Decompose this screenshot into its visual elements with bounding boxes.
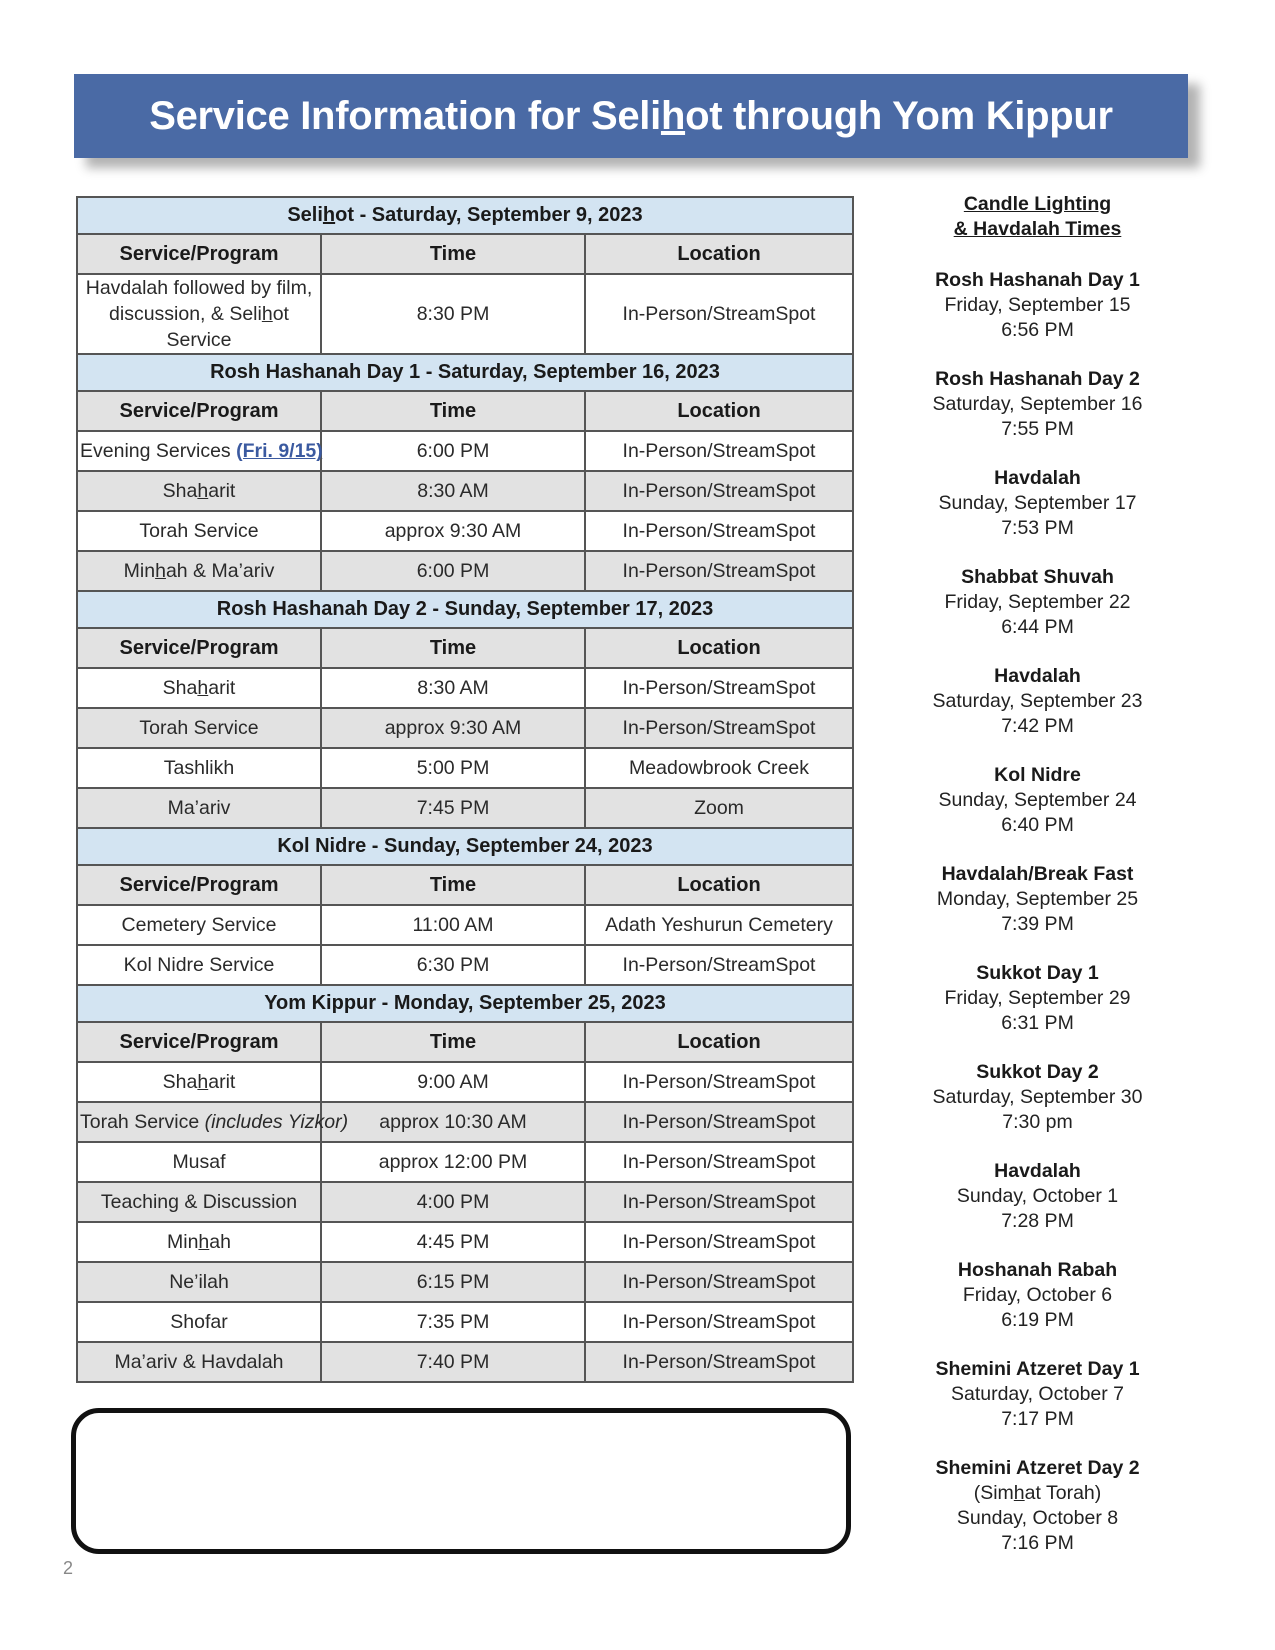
column-header-time: Time [321, 1022, 585, 1062]
entry-name: Rosh Hashanah Day 1 [935, 269, 1140, 291]
table-row [77, 1342, 853, 1382]
entry-time: 7:28 PM [1001, 1210, 1074, 1232]
entry-time: 7:17 PM [1001, 1408, 1074, 1430]
page-title [74, 74, 1188, 158]
candle-entry [920, 1456, 1155, 1580]
entry-time: 7:53 PM [1001, 517, 1074, 539]
time-cell: approx 9:30 AM [321, 511, 585, 551]
time-cell: 6:15 PM [321, 1262, 585, 1302]
entry-date: Saturday, September 16 [932, 393, 1143, 415]
service-cell: Teaching & Discussion [77, 1182, 321, 1222]
service-cell [77, 668, 321, 708]
service-cell: Tashlikh [77, 748, 321, 788]
column-header-service: Service/Program [77, 865, 321, 905]
location-cell: Meadowbrook Creek [585, 748, 853, 788]
location-cell: In-Person/StreamSpot [585, 708, 853, 748]
location-cell: In-Person/StreamSpot [585, 1142, 853, 1182]
service-text: Evening Services [80, 439, 237, 462]
service-cell: Kol Nidre Service [77, 945, 321, 985]
entry-name: Havdalah [994, 1160, 1081, 1182]
location-cell: In-Person/StreamSpot [585, 1342, 853, 1382]
service-cell [77, 274, 321, 354]
candle-entry [920, 1357, 1155, 1456]
service-text: Sha [162, 1070, 198, 1093]
entry-name: Rosh Hashanah Day 2 [935, 368, 1140, 390]
column-header-row [77, 234, 853, 274]
location-cell: Zoom [585, 788, 853, 828]
table-row [77, 668, 853, 708]
service-cell [77, 1062, 321, 1102]
time-cell: 6:00 PM [321, 431, 585, 471]
service-cell [77, 431, 321, 471]
service-text: ah [209, 1230, 231, 1253]
time-cell: 6:00 PM [321, 551, 585, 591]
column-header-location: Location [585, 1022, 853, 1062]
table-row [77, 748, 853, 788]
column-header-service: Service/Program [77, 1022, 321, 1062]
service-cell [77, 1222, 321, 1262]
location-cell: In-Person/StreamSpot [585, 1062, 853, 1102]
column-header-time: Time [321, 391, 585, 431]
entry-date: Sunday, September 17 [938, 492, 1137, 514]
entry-time: 6:31 PM [1001, 1012, 1074, 1034]
time-cell: 8:30 AM [321, 471, 585, 511]
column-header-row [77, 865, 853, 905]
table-row [77, 1262, 853, 1302]
table-row [77, 1182, 853, 1222]
entry-name: Sukkot Day 2 [976, 1061, 1099, 1083]
table-row [77, 788, 853, 828]
section-title: Rosh Hashanah Day 1 - Saturday, September 16, 2023 [77, 354, 853, 391]
table-row [77, 431, 853, 471]
entry-date: Sunday, September 24 [938, 789, 1137, 811]
candle-entry [920, 961, 1155, 1060]
column-header-location: Location [585, 865, 853, 905]
candle-entry [920, 1060, 1155, 1159]
candle-entry [920, 763, 1155, 862]
location-cell: In-Person/StreamSpot [585, 551, 853, 591]
location-cell: In-Person/StreamSpot [585, 274, 853, 354]
title-text-b: ot through Yom Kippur [685, 94, 1113, 138]
location-cell: In-Person/StreamSpot [585, 431, 853, 471]
candle-entry [920, 1159, 1155, 1258]
time-cell: 4:00 PM [321, 1182, 585, 1222]
time-cell: 7:35 PM [321, 1302, 585, 1342]
section-header-yom-kippur [77, 985, 853, 1022]
location-cell: In-Person/StreamSpot [585, 511, 853, 551]
service-text: h [197, 479, 209, 502]
table-row [77, 1062, 853, 1102]
empty-note-box [71, 1408, 851, 1554]
table-row [77, 1222, 853, 1262]
candle-entry [920, 565, 1155, 664]
service-note: (includes Yizkor) [204, 1110, 349, 1133]
entry-date: Monday, September 25 [936, 888, 1139, 910]
service-text: h [197, 1070, 209, 1093]
column-header-service: Service/Program [77, 391, 321, 431]
service-text: Min [167, 1230, 199, 1253]
column-header-row [77, 628, 853, 668]
title-text-a: Service Information for Seli [149, 94, 661, 138]
time-cell: 7:45 PM [321, 788, 585, 828]
entry-time: 7:16 PM [1001, 1532, 1074, 1554]
entry-date: Saturday, September 30 [932, 1086, 1143, 1108]
entry-subtitle-part: h [1013, 1482, 1025, 1504]
evening-services-date-link[interactable]: (Fri. 9/15) [236, 439, 323, 462]
location-cell: In-Person/StreamSpot [585, 945, 853, 985]
location-cell: In-Person/StreamSpot [585, 1182, 853, 1222]
service-cell: Ma’ariv [77, 788, 321, 828]
entry-date: Friday, September 15 [944, 294, 1131, 316]
column-header-time: Time [321, 865, 585, 905]
column-header-location: Location [585, 628, 853, 668]
time-cell: approx 12:00 PM [321, 1142, 585, 1182]
location-cell: In-Person/StreamSpot [585, 471, 853, 511]
service-text: h [261, 303, 273, 325]
service-text: ot Service [166, 303, 289, 351]
location-cell: In-Person/StreamSpot [585, 1302, 853, 1342]
entry-time: 6:19 PM [1001, 1309, 1074, 1331]
entry-name: Hoshanah Rabah [957, 1259, 1118, 1281]
entry-time: 7:42 PM [1001, 715, 1074, 737]
column-header-row [77, 1022, 853, 1062]
section-title: Kol Nidre - Sunday, September 24, 2023 [77, 828, 853, 865]
table-row [77, 708, 853, 748]
candle-entry [920, 1258, 1155, 1357]
location-cell: Adath Yeshurun Cemetery [585, 905, 853, 945]
column-header-location: Location [585, 234, 853, 274]
entry-name: Shemini Atzeret Day 1 [935, 1358, 1140, 1380]
section-title-part: Seli [287, 204, 323, 226]
service-cell: Musaf [77, 1142, 321, 1182]
entry-name: Havdalah [994, 467, 1081, 489]
service-text: Sha [162, 479, 198, 502]
section-title-part: ot - Saturday, September 9, 2023 [335, 204, 643, 226]
service-cell [77, 471, 321, 511]
entry-time: 6:40 PM [1001, 814, 1074, 836]
table-row [77, 905, 853, 945]
table-row [77, 1102, 853, 1142]
candle-entry [920, 268, 1155, 367]
service-cell: Torah Service [77, 511, 321, 551]
section-title [77, 197, 853, 234]
table-row [77, 945, 853, 985]
time-cell: 9:00 AM [321, 1062, 585, 1102]
service-cell: Torah Service [77, 708, 321, 748]
service-text: ah & Ma’ariv [165, 559, 275, 582]
table-row [77, 511, 853, 551]
column-header-service: Service/Program [77, 628, 321, 668]
entry-time: 6:56 PM [1001, 319, 1074, 341]
service-cell [77, 551, 321, 591]
service-text: Torah Service [80, 1110, 205, 1133]
entry-date: Friday, September 29 [944, 987, 1131, 1009]
column-header-time: Time [321, 628, 585, 668]
section-header-rosh-hashanah-2 [77, 591, 853, 628]
location-cell: In-Person/StreamSpot [585, 1102, 853, 1142]
title-text-u: h [660, 94, 686, 138]
section-header-rosh-hashanah-1 [77, 354, 853, 391]
entry-time: 7:55 PM [1001, 418, 1074, 440]
time-cell: 6:30 PM [321, 945, 585, 985]
table-row [77, 1302, 853, 1342]
table-row [77, 471, 853, 511]
table-row [77, 274, 853, 354]
location-cell: In-Person/StreamSpot [585, 1222, 853, 1262]
entry-date: Sunday, October 8 [956, 1507, 1119, 1529]
entry-date: Saturday, September 23 [932, 690, 1143, 712]
service-cell: Cemetery Service [77, 905, 321, 945]
entry-subtitle [920, 1481, 1155, 1506]
sidebar-title-line: Candle Lighting [963, 193, 1112, 215]
time-cell: 8:30 AM [321, 668, 585, 708]
time-cell: approx 10:30 AM [321, 1102, 585, 1142]
service-text: arit [208, 676, 236, 699]
entry-date: Sunday, October 1 [956, 1185, 1119, 1207]
entry-time: 6:44 PM [1001, 616, 1074, 638]
location-cell: In-Person/StreamSpot [585, 668, 853, 708]
section-title-part: h [322, 204, 336, 226]
time-cell: 7:40 PM [321, 1342, 585, 1382]
entry-subtitle-part: (Sim [973, 1482, 1014, 1504]
entry-subtitle-part: at Torah) [1024, 1482, 1102, 1504]
column-header-service: Service/Program [77, 234, 321, 274]
column-header-row [77, 391, 853, 431]
candle-entry [920, 466, 1155, 565]
section-title: Rosh Hashanah Day 2 - Sunday, September 17, 2023 [77, 591, 853, 628]
candle-entry [920, 664, 1155, 763]
service-text: Havdalah followed by film, discussion, & Seli [85, 277, 313, 325]
service-text: Min [123, 559, 156, 582]
service-schedule-table [76, 196, 854, 1383]
service-text: arit [208, 479, 236, 502]
column-header-time: Time [321, 234, 585, 274]
section-header-selihot [77, 197, 853, 234]
entry-name: Shemini Atzeret Day 2 [935, 1457, 1140, 1479]
candle-entry [920, 367, 1155, 466]
entry-name: Kol Nidre [994, 764, 1081, 786]
page-number: 2 [63, 1558, 74, 1578]
time-cell: approx 9:30 AM [321, 708, 585, 748]
table-row [77, 551, 853, 591]
service-text: h [198, 1230, 210, 1253]
time-cell: 4:45 PM [321, 1222, 585, 1262]
service-text: Sha [162, 676, 198, 699]
section-header-kol-nidre [77, 828, 853, 865]
column-header-location: Location [585, 391, 853, 431]
candle-entry [920, 862, 1155, 961]
service-text: h [197, 676, 209, 699]
service-cell: Ne’ilah [77, 1262, 321, 1302]
section-title: Yom Kippur - Monday, September 25, 2023 [77, 985, 853, 1022]
service-cell [77, 1102, 349, 1142]
entry-time: 7:39 PM [1001, 913, 1074, 935]
entry-name: Havdalah [994, 665, 1081, 687]
entry-name: Havdalah/Break Fast [941, 863, 1134, 885]
entry-name: Shabbat Shuvah [961, 566, 1114, 588]
location-cell: In-Person/StreamSpot [585, 1262, 853, 1302]
entry-time: 7:30 pm [1002, 1111, 1073, 1133]
entry-date: Friday, October 6 [962, 1284, 1113, 1306]
table-row [77, 1142, 853, 1182]
entry-date: Friday, September 22 [944, 591, 1131, 613]
sidebar-title [920, 192, 1155, 242]
time-cell: 5:00 PM [321, 748, 585, 788]
service-cell: Ma’ariv & Havdalah [77, 1342, 321, 1382]
time-cell: 8:30 PM [321, 274, 585, 354]
candle-lighting-sidebar [920, 192, 1155, 1580]
entry-date: Saturday, October 7 [950, 1383, 1125, 1405]
service-text: arit [208, 1070, 236, 1093]
entry-name: Sukkot Day 1 [976, 962, 1099, 984]
service-text: h [155, 559, 166, 582]
sidebar-title-line: & Havdalah Times [953, 218, 1122, 240]
service-cell: Shofar [77, 1302, 321, 1342]
time-cell: 11:00 AM [321, 905, 585, 945]
